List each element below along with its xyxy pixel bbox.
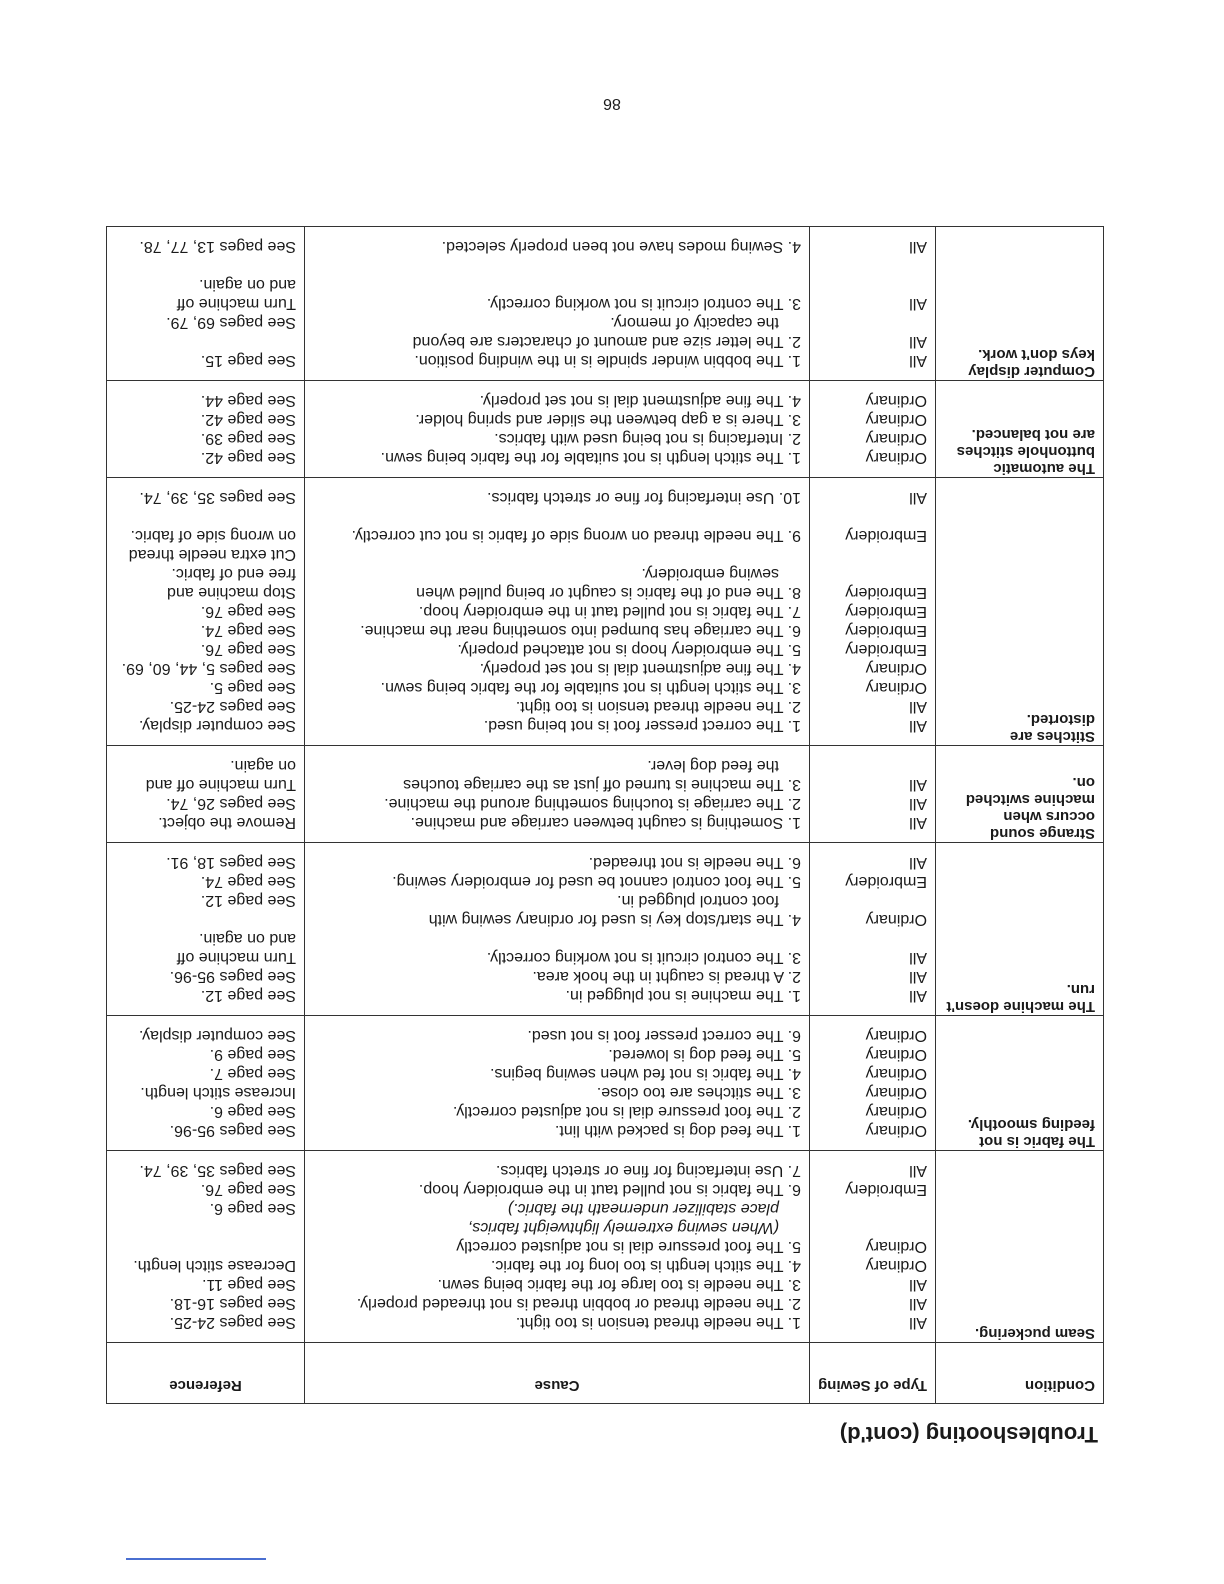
reference-cell: [107, 843, 305, 1016]
sewing-type-line: Ordinary: [865, 679, 927, 696]
sewing-type-line: All: [909, 1162, 927, 1179]
cause-line: 4. The stitch length is too long for the fabric.: [490, 1257, 801, 1274]
table-row: [107, 1151, 1104, 1343]
cause-line: 1. The feed dog is packed with lint.: [554, 1122, 801, 1139]
sewing-type-line: All: [909, 987, 927, 1004]
reference-cell: [107, 227, 305, 381]
reference-line: See page 9.: [209, 1046, 296, 1063]
cause-line: 3. The stitches are too close.: [596, 1084, 801, 1101]
condition-cell: The machine doesn't run.: [936, 843, 1104, 1016]
reference-line: [115, 256, 296, 275]
reference-line: See page 15.: [200, 352, 296, 369]
cause-line: 3. The stitch length is not suitable for the fabric being sewn.: [380, 679, 801, 696]
cause-line: 2. The foot pressure dial is not adjusted correctly.: [452, 1103, 801, 1120]
sewing-type-line: All: [909, 795, 927, 812]
reference-line: and on again.: [199, 276, 296, 293]
cause-cell: [305, 746, 810, 843]
cause-line: 2. The needle thread or bobbin thread is not threaded properly.: [356, 1295, 801, 1312]
footer-rule: [126, 1558, 266, 1560]
cause-line: [313, 545, 801, 564]
sewing-type-line: Embroidery: [845, 622, 927, 639]
cause-line: [313, 507, 801, 526]
reference-line: See computer display.: [138, 717, 296, 734]
reference-line: See page 7.: [209, 1065, 296, 1082]
sewing-type-line: All: [909, 717, 927, 734]
sewing-type-line: Ordinary: [865, 660, 927, 677]
cause-line: 2. The needle thread tension is too tight.: [515, 698, 801, 715]
sewing-type-line: Ordinary: [865, 392, 927, 409]
reference-line: See page 74.: [200, 622, 296, 639]
cause-line: 6. The fabric is not pulled taut in the embroidery hoop.: [418, 1181, 801, 1198]
reference-line: Increase stitch length.: [140, 1084, 296, 1101]
condition-cell: Seam puckering.: [936, 1151, 1104, 1343]
sewing-type-line: All: [909, 814, 927, 831]
reference-line: See pages 18, 91.: [166, 854, 296, 871]
cause-line: 1. Something is caught between carriage and machine.: [410, 814, 801, 831]
reference-line: [115, 910, 296, 929]
reference-line: See page 76.: [200, 1181, 296, 1198]
cause-line: 6. The correct presser foot is not used.: [527, 1027, 801, 1044]
cause-line: [313, 256, 801, 275]
reference-line: See pages 69, 79.: [166, 314, 296, 331]
header-reference: Reference: [107, 1343, 305, 1404]
cause-cell: [305, 1016, 810, 1151]
reference-line: See page 6.: [209, 1103, 296, 1120]
type-of-sewing-cell: [810, 843, 936, 1016]
sewing-type-line: All: [909, 238, 927, 255]
condition-cell: Strange sound occurs when machine switched on.: [936, 746, 1104, 843]
table-row: [107, 1016, 1104, 1151]
reference-line: Remove the object.: [158, 814, 296, 831]
cause-cell: [305, 843, 810, 1016]
header-type-of-sewing: Type of Sewing: [810, 1343, 936, 1404]
sewing-type-line: Ordinary: [865, 1027, 927, 1044]
reference-line: Turn machine off and: [145, 776, 296, 793]
sewing-type-line: [818, 1218, 927, 1237]
reference-line: Decrease stitch length.: [133, 1257, 296, 1274]
sewing-type-line: Ordinary: [865, 1046, 927, 1063]
cause-line: 4. The fine adjustment dial is not set properly.: [479, 660, 801, 677]
cause-line: foot control plugged in.: [617, 892, 779, 909]
reference-line: [115, 332, 296, 351]
cause-line: 1. The correct presser foot is not being used.: [483, 717, 801, 734]
cause-line: 7. Use interfacing for fine or stretch fabrics.: [495, 1162, 801, 1179]
cause-line: [313, 275, 801, 294]
sewing-type-line: Embroidery: [845, 603, 927, 620]
sewing-type-line: Ordinary: [865, 411, 927, 428]
type-of-sewing-cell: [810, 1016, 936, 1151]
cause-line: [313, 929, 801, 948]
sewing-type-line: Ordinary: [865, 449, 927, 466]
cause-line: 2. Interfacing is not being used with fabrics.: [494, 430, 801, 447]
cause-line: 3. There is a gap between the slider and spring holder.: [415, 411, 801, 428]
sewing-type-line: Ordinary: [865, 1084, 927, 1101]
reference-line: on wrong side of fabric.: [130, 527, 296, 544]
sewing-type-line: Embroidery: [845, 527, 927, 544]
cause-line: 6. The needle is not threaded.: [588, 854, 801, 871]
page-title: Troubleshooting (cont'd): [839, 1422, 1098, 1447]
reference-line: and on again.: [199, 930, 296, 947]
sewing-type-line: All: [909, 1295, 927, 1312]
cause-line: 4. Sewing modes have not been properly selected.: [441, 238, 801, 255]
reference-line: See page 6.: [209, 1200, 296, 1217]
sewing-type-line: All: [909, 1314, 927, 1331]
cause-line: 7. The fabric is not pulled taut in the embroidery hoop.: [418, 603, 801, 620]
page-number: 86: [603, 95, 621, 112]
reference-line: [115, 507, 296, 526]
reference-line: Stop machine and: [167, 584, 296, 601]
sewing-type-line: [818, 756, 927, 775]
table-header-row: [107, 1343, 1104, 1404]
table-row: [107, 227, 1104, 381]
cause-line: 4. The fabric is not fed when sewing begins.: [490, 1065, 801, 1082]
reference-line: See pages 95-96.: [169, 1122, 296, 1139]
sewing-type-line: All: [909, 968, 927, 985]
reference-line: See page 44.: [200, 392, 296, 409]
reference-line: Turn machine off: [176, 295, 296, 312]
type-of-sewing-cell: [810, 1151, 936, 1343]
cause-line: 1. The bobbin winder spindle is in the winding position.: [414, 352, 801, 369]
cause-line: the feed dog lever.: [647, 757, 779, 774]
header-cause: Cause: [305, 1343, 810, 1404]
cause-line: 8. The end of the fabric is caught or being pulled when: [416, 584, 801, 601]
reference-line: on again.: [230, 757, 296, 774]
sewing-type-line: [818, 313, 927, 332]
type-of-sewing-cell: [810, 381, 936, 478]
cause-line: 2. The letter size and amount of characters are beyond: [412, 333, 801, 350]
sewing-type-line: Ordinary: [865, 1103, 927, 1120]
sewing-type-line: All: [909, 333, 927, 350]
reference-line: See page 39.: [200, 430, 296, 447]
sewing-type-line: [818, 507, 927, 526]
reference-line: See pages 35, 39, 74.: [139, 1162, 296, 1179]
sewing-type-line: All: [909, 776, 927, 793]
sewing-type-line: All: [909, 489, 927, 506]
cause-line: 1. The machine is not plugged in.: [565, 987, 801, 1004]
sewing-type-line: Ordinary: [865, 430, 927, 447]
cause-line: 9. The needle thread on wrong side of fabric is not cut correctly.: [351, 527, 801, 544]
cause-line: 4. The fine adjustment dial is not set properly.: [479, 392, 801, 409]
header-condition: Condition: [936, 1343, 1104, 1404]
cause-cell: [305, 1151, 810, 1343]
reference-cell: [107, 478, 305, 746]
cause-line: 3. The machine is turned off just as the carriage touches: [403, 776, 801, 793]
cause-line: 5. The foot control cannot be used for embroidery sewing.: [392, 873, 801, 890]
cause-line: 3. The control circuit is not working correctly.: [486, 949, 801, 966]
sewing-type-line: [818, 1199, 927, 1218]
cause-line: sewing embroidery.: [641, 565, 779, 582]
reference-line: See pages 35, 39, 74.: [139, 489, 296, 506]
reference-line: See page 74.: [200, 873, 296, 890]
sewing-type-line: All: [909, 1276, 927, 1293]
sewing-type-line: All: [909, 949, 927, 966]
cause-line: 5. The feed dog is lowered.: [608, 1046, 801, 1063]
cause-line: place stabilizer underneath the fabric.): [507, 1200, 779, 1217]
sewing-type-line: Ordinary: [865, 1257, 927, 1274]
type-of-sewing-cell: [810, 478, 936, 746]
cause-line: 2. The carriage is touching something around the machine.: [384, 795, 801, 812]
cause-line: 1. The stitch length is not suitable for the fabric being sewn.: [380, 449, 801, 466]
reference-line: See pages 16-18.: [169, 1295, 296, 1312]
condition-cell: Stitches are distorted.: [936, 478, 1104, 746]
reference-line: See page 11.: [201, 1276, 296, 1293]
sewing-type-line: Ordinary: [865, 1122, 927, 1139]
reference-cell: [107, 381, 305, 478]
sewing-type-line: Embroidery: [845, 584, 927, 601]
reference-line: See page 42.: [200, 411, 296, 428]
sewing-type-line: All: [909, 352, 927, 369]
sewing-type-line: [818, 929, 927, 948]
sewing-type-line: Embroidery: [845, 873, 927, 890]
reference-cell: [107, 1151, 305, 1343]
reference-line: See page 12.: [200, 987, 296, 1004]
condition-cell: The fabric is not feeding smoothly.: [936, 1016, 1104, 1151]
sewing-type-line: Ordinary: [865, 1065, 927, 1082]
reference-line: See pages 5, 44, 60, 69.: [121, 660, 296, 677]
reference-line: See page 5.: [209, 679, 296, 696]
sewing-type-line: Ordinary: [865, 911, 927, 928]
sewing-type-line: All: [909, 698, 927, 715]
table-row: [107, 381, 1104, 478]
reference-line: [115, 1237, 296, 1256]
cause-line: 5. The embroidery hoop is not attached properly.: [457, 641, 801, 658]
cause-line: 3. The needle is too large for the fabric being sewn.: [437, 1276, 801, 1293]
cause-line: 1. The needle thread tension is too tight.: [515, 1314, 801, 1331]
table-row: [107, 843, 1104, 1016]
reference-line: See page 12.: [200, 892, 296, 909]
sewing-type-line: Embroidery: [845, 641, 927, 658]
sewing-type-line: All: [909, 854, 927, 871]
cause-line: the capacity of memory.: [610, 314, 779, 331]
sewing-type-line: [818, 545, 927, 564]
type-of-sewing-cell: [810, 746, 936, 843]
cause-line: 2. A thread is caught in the hook area.: [532, 968, 801, 985]
cause-line: 4. The start/stop key is used for ordinary sewing with: [428, 911, 801, 928]
cause-line: 3. The control circuit is not working correctly.: [486, 295, 801, 312]
table-row: [107, 746, 1104, 843]
reference-line: See pages 24-25.: [169, 698, 296, 715]
reference-line: See page 42.: [200, 449, 296, 466]
table-row: [107, 478, 1104, 746]
condition-cell: Computer display keys don't work.: [936, 227, 1104, 381]
cause-line: 10. Use interfacing for fine or stretch fabrics.: [487, 489, 801, 506]
reference-line: [115, 1218, 296, 1237]
cause-line: 6. The carriage has bumped into something near the machine.: [360, 622, 801, 639]
sewing-type-line: All: [909, 295, 927, 312]
sewing-type-line: Ordinary: [865, 1238, 927, 1255]
reference-line: Turn machine off: [176, 949, 296, 966]
reference-line: See page 76.: [200, 641, 296, 658]
sewing-type-line: Embroidery: [845, 1181, 927, 1198]
reference-line: See computer display.: [138, 1027, 296, 1044]
cause-cell: [305, 227, 810, 381]
cause-cell: [305, 478, 810, 746]
table-body: [107, 227, 1104, 1343]
reference-line: free end of fabric.: [171, 565, 296, 582]
sewing-type-line: [818, 891, 927, 910]
cause-cell: [305, 381, 810, 478]
reference-line: See pages 26, 74.: [166, 795, 296, 812]
cause-line: 5. The foot pressure dial is not adjusted correctly: [456, 1238, 801, 1255]
cause-line: (When sewing extremely lightweight fabrics,: [467, 1219, 779, 1236]
sewing-type-line: [818, 564, 927, 583]
reference-line: See pages 24-25.: [169, 1314, 296, 1331]
troubleshooting-table: [106, 226, 1104, 1404]
reference-line: See pages 13, 77, 78.: [139, 238, 296, 255]
reference-cell: [107, 746, 305, 843]
reference-line: See page 76.: [200, 603, 296, 620]
sewing-type-line: [818, 256, 927, 275]
reference-line: See pages 95-96.: [169, 968, 296, 985]
type-of-sewing-cell: [810, 227, 936, 381]
condition-cell: The automatic buttonhole stitches are not balanced.: [936, 381, 1104, 478]
reference-line: Cut extra needle thread: [128, 546, 296, 563]
sewing-type-line: [818, 275, 927, 294]
reference-cell: [107, 1016, 305, 1151]
